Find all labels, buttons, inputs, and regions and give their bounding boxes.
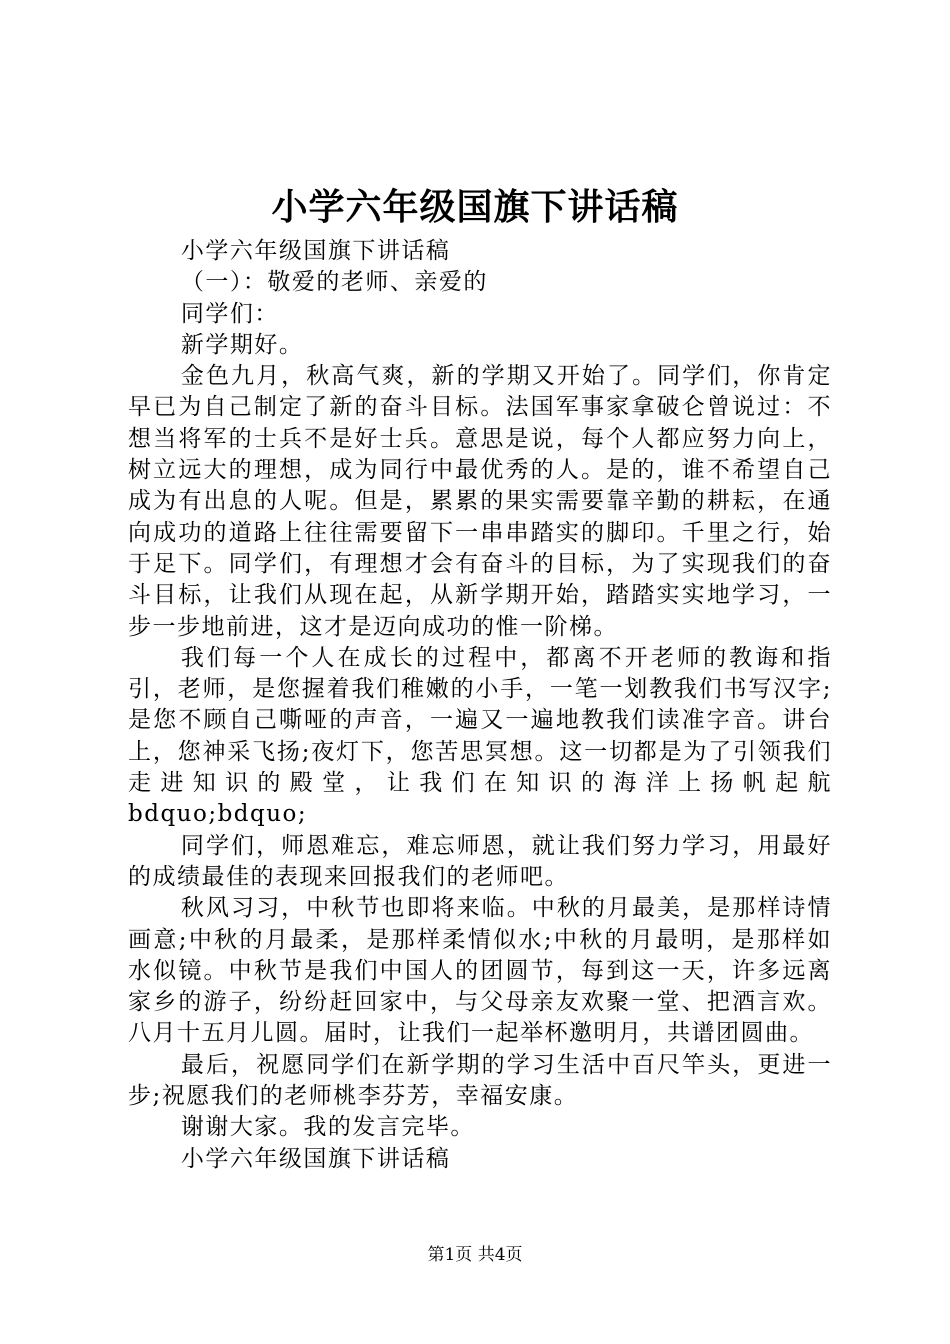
paragraph-greeting: 新学期好。: [180, 331, 304, 358]
paragraph-salutation-part1: （一）：敬爱的老师、亲爱的: [180, 269, 488, 296]
paragraph-closing: 谢谢大家。我的发言完毕。: [180, 1114, 475, 1141]
page-footer: 第1页 共4页: [427, 1245, 523, 1265]
paragraph-mid-autumn: 秋风习习，中秋节也即将来临。中秋的月最美，是那样诗情画意;中秋的月最柔，是那样柔情似水;中秋的月最明，是那样如水似镜。中秋节是我们中国人的团圆节，每到这一天，许多远离家乡的游子，纷纷赶回家中，与父母亲友欢聚一堂、把酒言欢。八月十五月儿圆。届时，让我们一起举杯邀明月，共谱团圆曲。: [128, 895, 832, 1047]
paragraph-next-title: 小学六年级国旗下讲话稿: [180, 1145, 451, 1172]
document-body: [128, 236, 832, 1175]
document-title: 小学六年级国旗下讲话稿: [271, 186, 679, 228]
paragraph-gratitude: 同学们，师恩难忘，难忘师恩，就让我们努力学习，用最好的成绩最佳的表现来回报我们的老师吧。: [128, 832, 832, 890]
paragraph-subtitle: 小学六年级国旗下讲话稿: [180, 238, 451, 264]
paragraph-new-semester: 金色九月，秋高气爽，新的学期又开始了。同学们，你肯定早已为自己制定了新的奋斗目标。法国军事家拿破仑曾说过：不想当将军的士兵不是好士兵。意思是说，每个人都应努力向上，树立远大的理想，成为同行中最优秀的人。是的，谁不希望自己成为有出息的人呢。但是，累累的果实需要靠辛勤的耕耘，在通向成功的道路上往往需要留下一串串踏实的脚印。千里之行，始于足下。同学们，有理想才会有奋斗的目标，为了实现我们的奋斗目标，让我们从现在起，从新学期开始，踏踏实实地学习，一步一步地前进，这才是迈向成功的惟一阶梯。: [128, 363, 832, 640]
paragraph-teachers: 我们每一个人在成长的过程中，都离不开老师的教诲和指引，老师，是您握着我们稚嫩的小手，一笔一划教我们书写汉字;是您不顾自己嘶哑的声音，一遍又一遍地教我们读准字音。讲台上，您神采飞扬;夜灯下，您苦思冥想。这一切都是为了引领我们走进知识的殿堂，让我们在知识的海洋上扬帆起航bdquo;bdquo;: [128, 644, 832, 828]
paragraph-wishes: 最后，祝愿同学们在新学期的学习生活中百尺竿头，更进一步;祝愿我们的老师桃李芬芳，幸福安康。: [128, 1051, 832, 1110]
paragraph-salutation-part2: 同学们：: [180, 300, 279, 327]
